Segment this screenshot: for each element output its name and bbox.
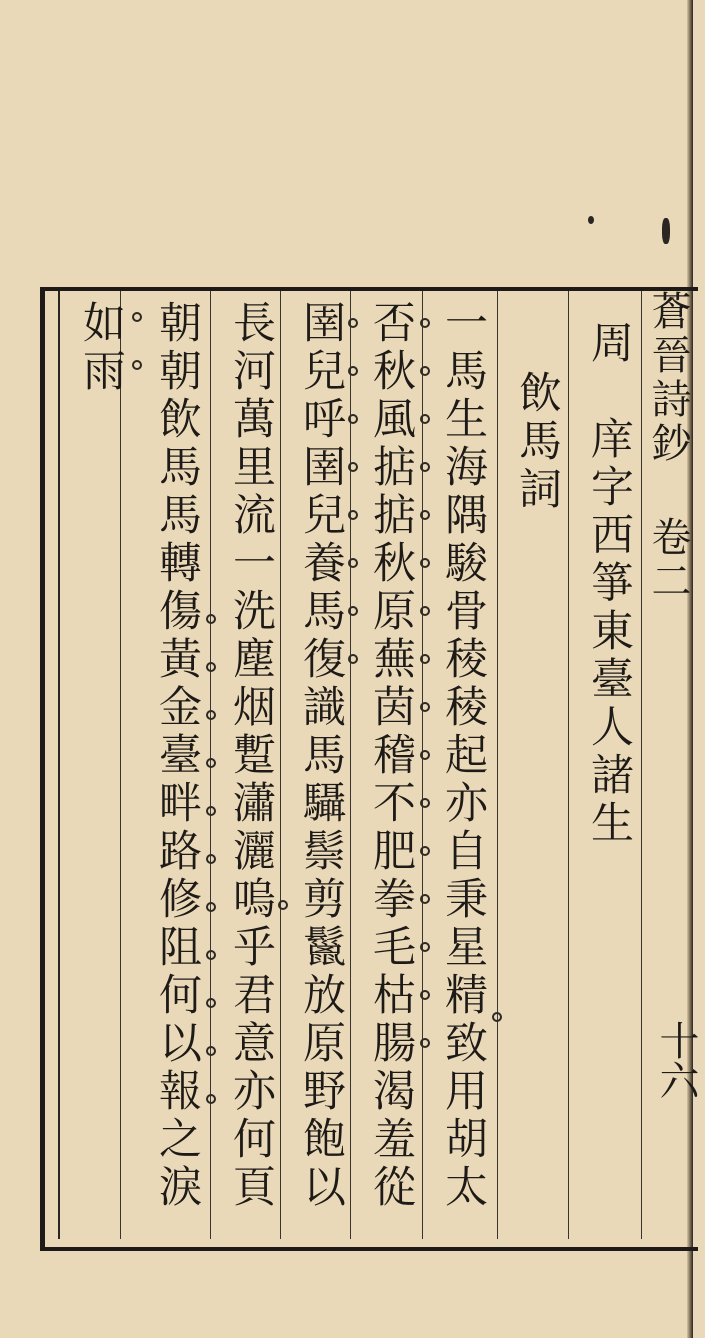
circle-mark: [420, 702, 430, 712]
poem-line: 否秋風掂掂秋原蕪茵稽不肥拳毛枯腸渴羞從: [366, 300, 416, 1212]
poem-line: 朝朝飲馬馬轉傷黃金臺畔路修阻何以報之淚: [152, 300, 202, 1212]
circle-mark: [348, 366, 358, 376]
circle-mark: [348, 462, 358, 472]
ink-speck: [588, 216, 594, 224]
column-rule: [280, 291, 281, 1239]
circle-mark: [348, 510, 358, 520]
ink-speck: [662, 218, 670, 244]
circle-mark: [206, 710, 216, 720]
circle-mark: [206, 662, 216, 672]
poem-title: 飲馬詞: [512, 370, 562, 514]
circle-mark: [206, 614, 216, 624]
circle-mark: [206, 950, 216, 960]
poem-line: 圉兒呼圉兒養馬復識馬䯀鬃剪鬣放原野飽以: [296, 300, 346, 1212]
circle-mark: [206, 1094, 216, 1104]
circle-mark: [206, 854, 216, 864]
punctuation-circles: [490, 1012, 504, 1060]
frame-inner-line: [58, 291, 60, 1239]
circle-mark: [420, 750, 430, 760]
circle-mark: [420, 510, 430, 520]
circle-mark: [420, 366, 430, 376]
circle-mark: [348, 654, 358, 664]
circle-mark: [278, 900, 288, 910]
circle-mark: [348, 606, 358, 616]
author-line: 周 庠字西箏東臺人諸生: [584, 320, 634, 848]
circle-mark: [206, 806, 216, 816]
circle-mark: [420, 318, 430, 328]
punctuation-circles: [418, 318, 432, 1086]
circle-mark: [206, 902, 216, 912]
circle-mark: [420, 558, 430, 568]
poem-line: 長河萬里流一洗塵烟蹔瀟灑嗚乎君意亦何頁: [226, 300, 276, 1212]
circle-mark: [420, 414, 430, 424]
column-rule: [120, 291, 121, 1239]
circle-mark: [420, 798, 430, 808]
circle-mark: [492, 1012, 502, 1022]
running-title: 蒼晉詩鈔 卷二: [645, 290, 691, 604]
punctuation-circles: [276, 900, 290, 948]
circle-mark: [348, 318, 358, 328]
circle-mark: [420, 894, 430, 904]
circle-mark: [348, 558, 358, 568]
circle-mark: [420, 942, 430, 952]
circle-mark: [420, 990, 430, 1000]
column-rule: [497, 291, 498, 1239]
punctuation-circles: [346, 318, 360, 702]
column-rule: [568, 291, 569, 1239]
circle-mark: [206, 1046, 216, 1056]
poem-line: 一馬生海隅駿骨稜稜起亦自秉星精致用胡太: [438, 300, 488, 1212]
circle-mark: [206, 998, 216, 1008]
punctuation-circles: [130, 312, 144, 408]
poem-line: 如雨: [76, 300, 126, 396]
circle-mark: [132, 360, 142, 370]
circle-mark: [420, 846, 430, 856]
circle-mark: [132, 312, 142, 322]
circle-mark: [420, 462, 430, 472]
circle-mark: [420, 606, 430, 616]
circle-mark: [420, 654, 430, 664]
circle-mark: [206, 758, 216, 768]
circle-mark: [420, 1038, 430, 1048]
circle-mark: [348, 414, 358, 424]
punctuation-circles: [204, 614, 218, 1142]
folio-number: 十六: [653, 1020, 699, 1100]
